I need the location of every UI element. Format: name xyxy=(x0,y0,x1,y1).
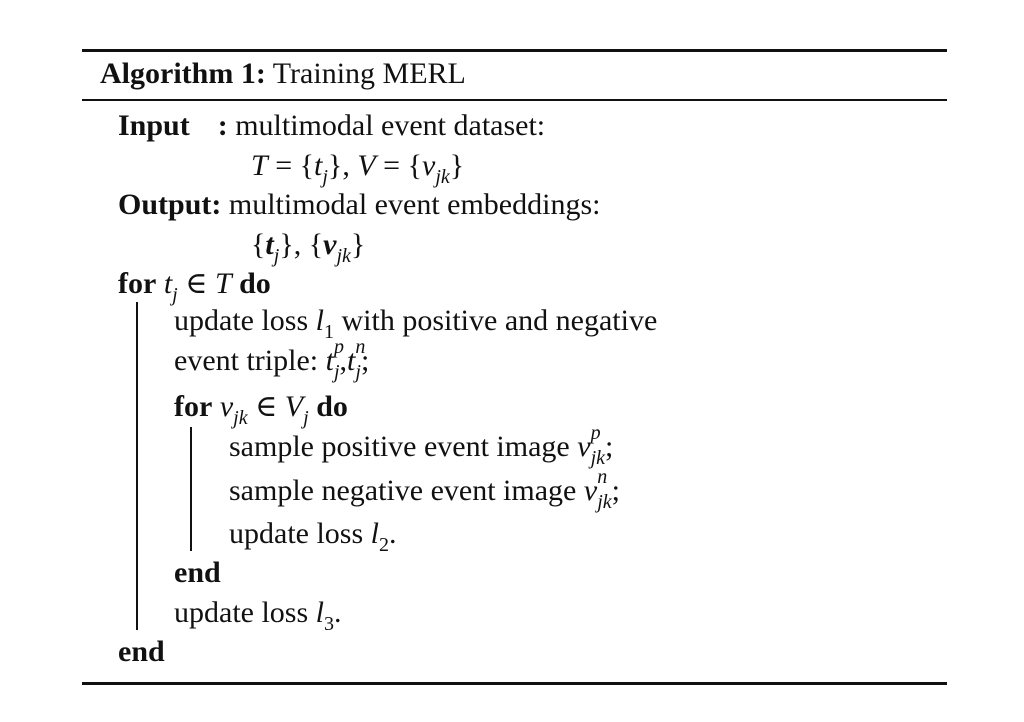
output-math xyxy=(251,227,366,267)
math-close: } xyxy=(449,149,465,182)
math-eq: = { xyxy=(375,149,422,182)
end-keyword: end xyxy=(174,556,221,589)
math-v: v xyxy=(219,390,234,423)
math-V: V xyxy=(357,149,376,182)
do-keyword: do xyxy=(316,390,348,423)
math-script: n jk xyxy=(597,466,612,513)
step-text: with positive and negative xyxy=(341,304,658,337)
math-v: v xyxy=(577,430,591,463)
math-sub: 1 xyxy=(324,321,334,343)
math-script: n j xyxy=(355,336,366,383)
step-text: update loss xyxy=(174,304,309,337)
math-t: t xyxy=(325,344,334,377)
math-end: ; xyxy=(611,474,620,507)
algorithm-title xyxy=(100,55,466,93)
end-outer-line xyxy=(118,634,165,670)
input-text: multimodal event dataset: xyxy=(235,109,546,142)
math-sub: j xyxy=(303,407,309,429)
output-line xyxy=(118,187,600,223)
inner-loop-bar xyxy=(190,427,192,551)
math-t: t xyxy=(163,267,173,300)
math-v: v xyxy=(583,474,598,507)
input-math xyxy=(251,148,465,188)
outer-loop-bar xyxy=(136,302,138,630)
end-inner-line xyxy=(174,555,221,591)
math-end: . xyxy=(334,596,342,629)
math-T: T xyxy=(251,149,268,182)
math-sub: jk xyxy=(435,166,450,188)
math-end: . xyxy=(389,517,397,550)
math-l: l xyxy=(370,517,379,550)
step-text: update loss xyxy=(229,517,364,550)
math-sub: j xyxy=(322,166,328,188)
algorithm-name: Training MERL xyxy=(272,57,466,90)
math-mid: }, { xyxy=(279,228,324,261)
for-outer-line xyxy=(118,266,271,306)
step-text: sample negative event image xyxy=(229,474,577,507)
bottom-rule xyxy=(82,682,947,685)
math-in: ∈ xyxy=(247,390,285,423)
math-T: T xyxy=(214,267,232,300)
inner-step2-line xyxy=(229,466,620,513)
math-v: v xyxy=(421,149,436,182)
math-sub: jk xyxy=(336,245,351,267)
math-t-bold: t xyxy=(265,228,274,261)
math-t: t xyxy=(314,149,323,182)
output-text: multimodal event embeddings: xyxy=(228,188,601,221)
output-keyword: Output: xyxy=(118,188,222,221)
math-script: p jk xyxy=(590,422,606,469)
math-l: l xyxy=(315,596,324,629)
title-rule xyxy=(82,99,947,101)
math-end: ; xyxy=(360,344,370,377)
math-eq: = { xyxy=(267,149,315,182)
math-t: t xyxy=(347,344,356,377)
math-open: { xyxy=(251,228,266,261)
math-script: p j xyxy=(333,336,344,383)
input-keyword: Input xyxy=(118,109,190,142)
step-text: update loss xyxy=(174,596,309,629)
step3-line xyxy=(174,595,342,635)
for-keyword: for xyxy=(118,267,157,300)
step-text: sample positive event image xyxy=(229,430,570,463)
for-inner-line xyxy=(174,389,348,429)
math-sub: j xyxy=(172,284,178,306)
end-keyword: end xyxy=(118,635,165,668)
math-close: }, xyxy=(327,149,358,182)
math-sub: 3 xyxy=(324,613,334,635)
step2-line xyxy=(174,336,370,383)
math-v-bold: v xyxy=(323,228,337,261)
math-sub: jk xyxy=(233,407,248,429)
math-sub: j xyxy=(273,245,280,267)
top-rule xyxy=(82,49,947,52)
input-line xyxy=(118,108,545,144)
input-colon: : xyxy=(217,109,228,142)
inner-step1-line xyxy=(229,422,614,469)
algorithm-label: Algorithm 1: xyxy=(100,57,266,90)
for-keyword: for xyxy=(174,390,213,423)
do-keyword: do xyxy=(239,267,271,300)
math-sep: , xyxy=(339,344,348,377)
math-V: V xyxy=(284,390,304,423)
math-sub: 2 xyxy=(379,534,389,556)
math-close: } xyxy=(350,228,366,261)
math-in: ∈ xyxy=(177,267,215,300)
step1-line xyxy=(174,303,658,343)
inner-step3-line xyxy=(229,516,397,556)
math-l: l xyxy=(315,304,324,337)
step-text: event triple: xyxy=(174,344,319,377)
math-end: ; xyxy=(605,430,614,463)
